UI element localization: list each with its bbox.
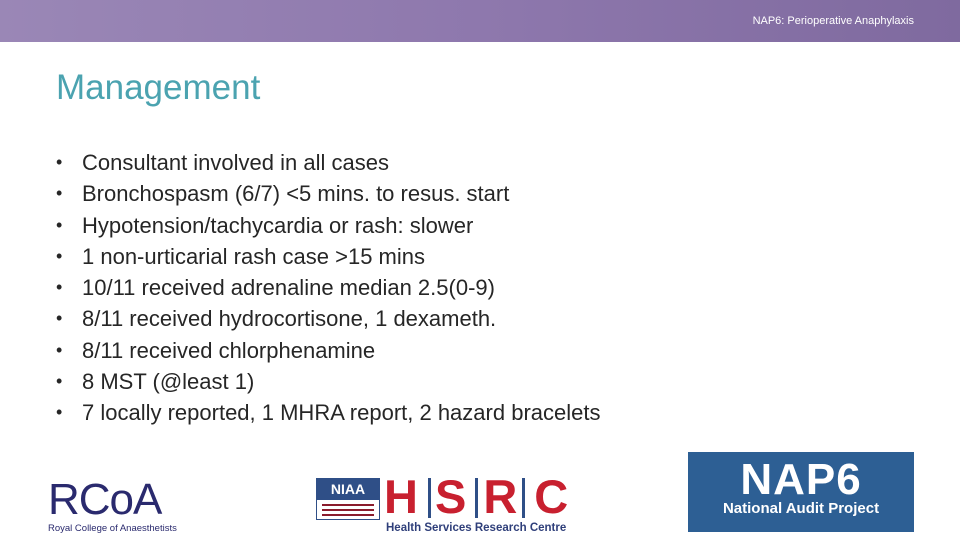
bullet-icon: • [56, 245, 63, 266]
hsrc-letter: H [384, 470, 421, 523]
hsrc-divider [522, 478, 525, 518]
bullet-text: 7 locally reported, 1 MHRA report, 2 hazard bracelets [82, 400, 601, 426]
hsrc-logo-subtitle: Health Services Research Centre [386, 522, 567, 534]
bullet-text: 8 MST (@least 1) [82, 369, 255, 395]
bullet-item [56, 147, 600, 178]
bullet-icon: • [56, 308, 63, 329]
bullet-text: 10/11 received adrenaline median 2.5(0-9) [82, 275, 495, 301]
bullet-item [56, 335, 600, 366]
header-bar [0, 0, 960, 42]
bullet-item [56, 303, 600, 334]
slide-title: Management [56, 68, 261, 107]
bullet-item [56, 397, 600, 428]
niaa-logo-label: NIAA [317, 479, 379, 500]
bullet-icon: • [56, 339, 63, 360]
bullet-text: Consultant involved in all cases [82, 150, 389, 175]
bullet-item [56, 272, 600, 303]
hsrc-letter: C [534, 470, 572, 523]
hsrc-letter: S [434, 470, 470, 523]
bullet-text: Hypotension/tachycardia or rash: slower [82, 212, 474, 238]
bullet-text: 1 non-urticarial rash case >15 mins [82, 243, 425, 269]
header-title: NAP6: Perioperative Anaphylaxis [752, 15, 914, 27]
bullet-text: 8/11 received hydrocortisone, 1 dexameth. [82, 306, 497, 332]
nap6-logo-title: NAP6 [740, 455, 862, 504]
bullet-item [56, 210, 600, 241]
hsrc-divider [428, 478, 431, 518]
bullet-text: 8/11 received chlorphenamine [82, 337, 376, 363]
bullet-icon: • [56, 371, 63, 392]
bullet-item [56, 241, 600, 272]
bullet-list [56, 147, 600, 429]
rcoa-logo-subtitle: Royal College of Anaesthetists [48, 523, 177, 534]
niaa-logo-fine-print [322, 504, 374, 519]
hsrc-divider [475, 478, 478, 518]
rcoa-logo-mark: RCoA [48, 475, 162, 524]
nap6-logo [688, 452, 914, 532]
niaa-logo [316, 478, 380, 520]
bullet-icon: • [56, 214, 63, 235]
rcoa-logo [48, 476, 193, 540]
bullet-icon: • [56, 152, 63, 172]
bullet-icon: • [56, 402, 63, 423]
nap6-logo-subtitle: National Audit Project [722, 500, 880, 517]
bullet-icon: • [56, 183, 63, 204]
bullet-text: Bronchospasm (6/7) <5 mins. to resus. start [82, 181, 510, 207]
hsrc-letter: R [483, 470, 521, 523]
bullet-item [56, 366, 600, 397]
bullet-icon: • [56, 277, 63, 298]
bullet-item [56, 178, 600, 209]
